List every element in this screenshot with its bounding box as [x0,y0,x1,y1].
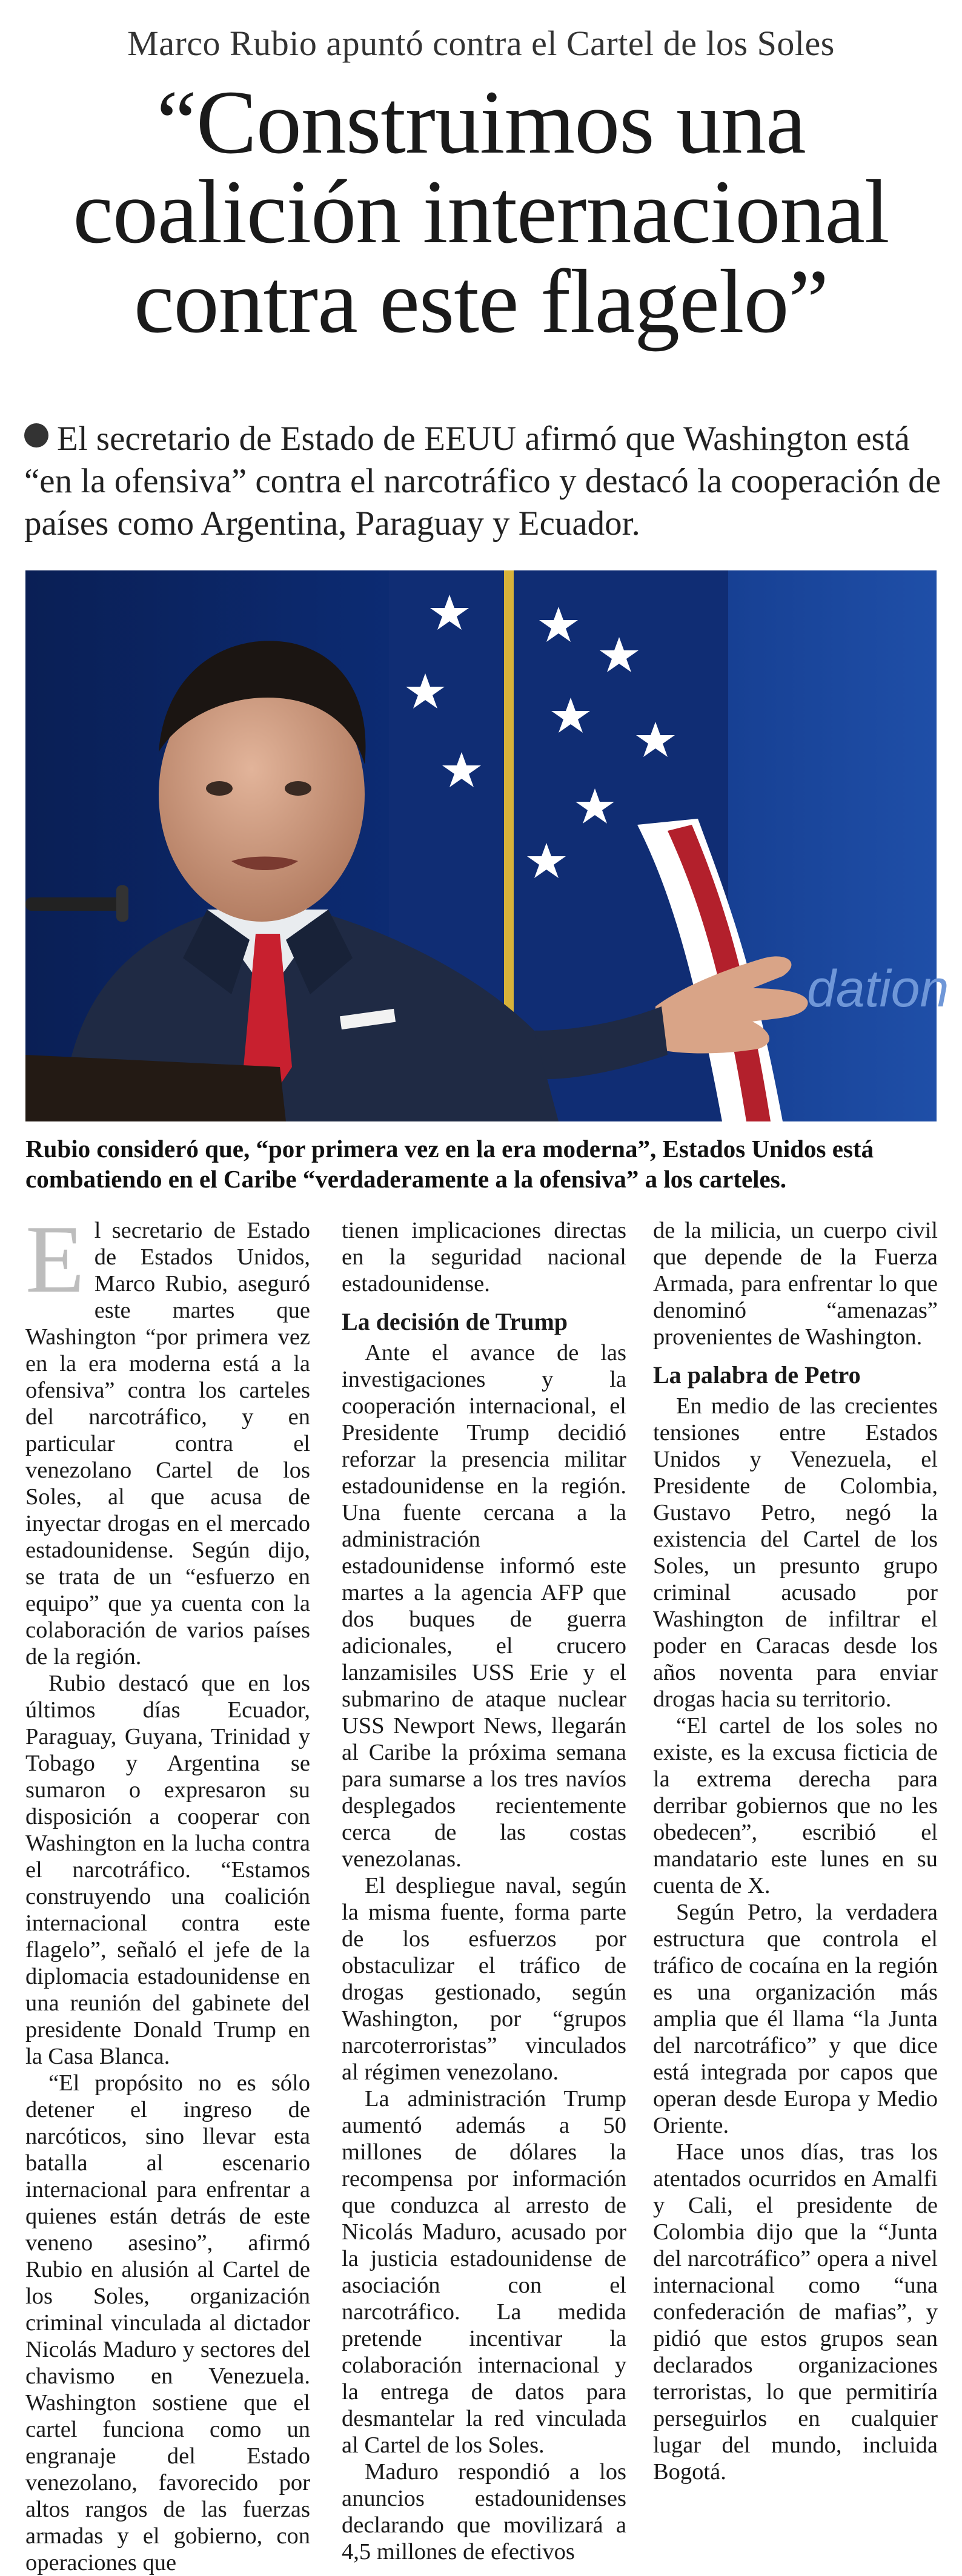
article-column-1 [25,1205,310,2575]
paragraph: tienen implicaciones directas en la seguridad nacional estadounidense. [342,1218,626,1296]
paragraph: Según Petro, la verdadera estructura que controla el tráfico de cocaína en la región es una organización más amplia que él llama “la Junta del narcotráfico” y que dice está integrada por capos que operan desde Europa y Medio Oriente. [653,1900,938,2138]
article-photo [25,570,949,1121]
article-lead [24,418,945,545]
article-column-3 [653,1217,938,2519]
paragraph [25,1205,310,1670]
article-kicker: Marco Rubio apuntó contra el Cartel de los Soles [127,24,835,63]
paragraph: La administración Trump aumentó además a 50 millones de dólares la recompensa por información que conduzca al arresto de Nicolás Maduro, acusado por la justicia estadounidense de asociación con el narcotráfico. La medida pretende incentivar la colaboración internacional y la entrega de datos para desmantelar la red vinculada al Cartel de los Soles. [342,2086,626,2458]
paragraph: “El cartel de los soles no existe, es la excusa ficticia de la extrema derecha para derribar gobiernos que no les obedecen”, escribió el mandatario este lunes en su cuenta de X. [653,1713,938,1898]
article-lead-text: El secretario de Estado de EEUU afirmó que Washington está “en la ofensiva” contra el narcotráfico y destacó la cooperación de países como Argentina, Paraguay y Ecuador. [24,420,941,543]
article-column-2 [342,1217,626,2564]
backdrop-text: dation [807,960,949,1018]
paragraph: de la milicia, un cuerpo civil que depende de la Fuerza Armada, para enfrentar lo que denominó “amenazas” provenientes de Washington. [653,1218,938,1350]
paragraph: “El propósito no es sólo detener el ingreso de narcóticos, sino llevar esta batalla al escenario internacional para enfrentar a quienes están detrás de este veneno asesino”, afirmó Rubio en alusión al Cartel de los Soles, organización criminal vinculada al dictador Nicolás Maduro y sectores del chavismo en Venezuela. Washington sostiene que el cartel funciona como un engranaje del Estado venezolano, favorecido por altos rangos de las fuerzas armadas y el gobierno, con operaciones que [25,2070,310,2575]
article-headline: “Construimos una coalición internacional contra este flagelo” [73,72,889,352]
bullet-icon [24,423,48,447]
photo-illustration [25,570,949,1121]
paragraph: Ante el avance de las investigaciones y la cooperación internacional, el Presidente Trump decidió reforzar la presencia militar estadounidense en la región. Una fuente cercana a la administración estadounidense informó este martes a la agencia AFP que dos buques de guerra adicionales, el crucero lanzamisiles USS Erie y el submarino de ataque nuclear USS Newport News, llegarán al Caribe la próxima semana para sumarse a los tres navíos desplegados recientemente cerca de las costas venezolanas. [342,1340,626,1872]
paragraph: En medio de las crecientes tensiones entre Estados Unidos y Venezuela, el Presidente de Colombia, Gustavo Petro, negó la existencia del Cartel de los Soles, un presunto grupo criminal acusado por Washington de infiltrar el poder en Caracas desde los años noventa para enviar drogas hacia su territorio. [653,1393,938,1712]
section-heading: La palabra de Petro [653,1361,861,1389]
photo-caption: Rubio consideró que, “por primera vez en la era moderna”, Estados Unidos está combatiendo en el Caribe “verdaderamente a la ofensiva” a los carteles. [25,1135,874,1193]
drop-cap: E [25,1205,85,1313]
section-heading: La decisión de Trump [342,1308,568,1335]
paragraph: El despliegue naval, según la misma fuente, forma parte de los esfuerzos por obstaculizar el tráfico de drogas gestionado, según Washington, por “grupos narcoterroristas” vinculados al régimen venezolano. [342,1873,626,2085]
paragraph: Rubio destacó que en los últimos días Ecuador, Paraguay, Guyana, Trinidad y Tobago y Argentina se sumaron o expresaron su disposición a cooperar con Washington en la lucha contra el narcotráfico. “Estamos construyendo una coalición internacional contra este flagelo”, señaló el jefe de la diplomacia estadounidense en una reunión del gabinete del presidente Donald Trump en la Casa Blanca. [25,1671,310,2069]
paragraph-text: l secretario de Estado de Estados Unidos, Marco Rubio, aseguró este martes que Washington “por primera vez en la era moderna está a la ofensiva” contra los carteles del narcotráfico, y en particular contra el venezolano Cartel de los Soles, al que acusa de inyectar drogas en el mercado estadounidense. Según dijo, se trata de un “esfuerzo en equipo” que ya cuenta con la colaboración de varios países de la región. [25,1218,310,1669]
paragraph: Maduro respondió a los anuncios estadounidenses declarando que movilizará a 4,5 millones de efectivos [342,2459,626,2564]
paragraph: Hace unos días, tras los atentados ocurridos en Amalfi y Cali, el presidente de Colombia dijo que la “Junta del narcotráfico” opera a nivel internacional como “una confederación de mafias”, y pidió que estos grupos sean declarados organizaciones terroristas, lo que permitiría perseguirlos en cualquier lugar del mundo, incluida Bogotá. [653,2139,938,2485]
